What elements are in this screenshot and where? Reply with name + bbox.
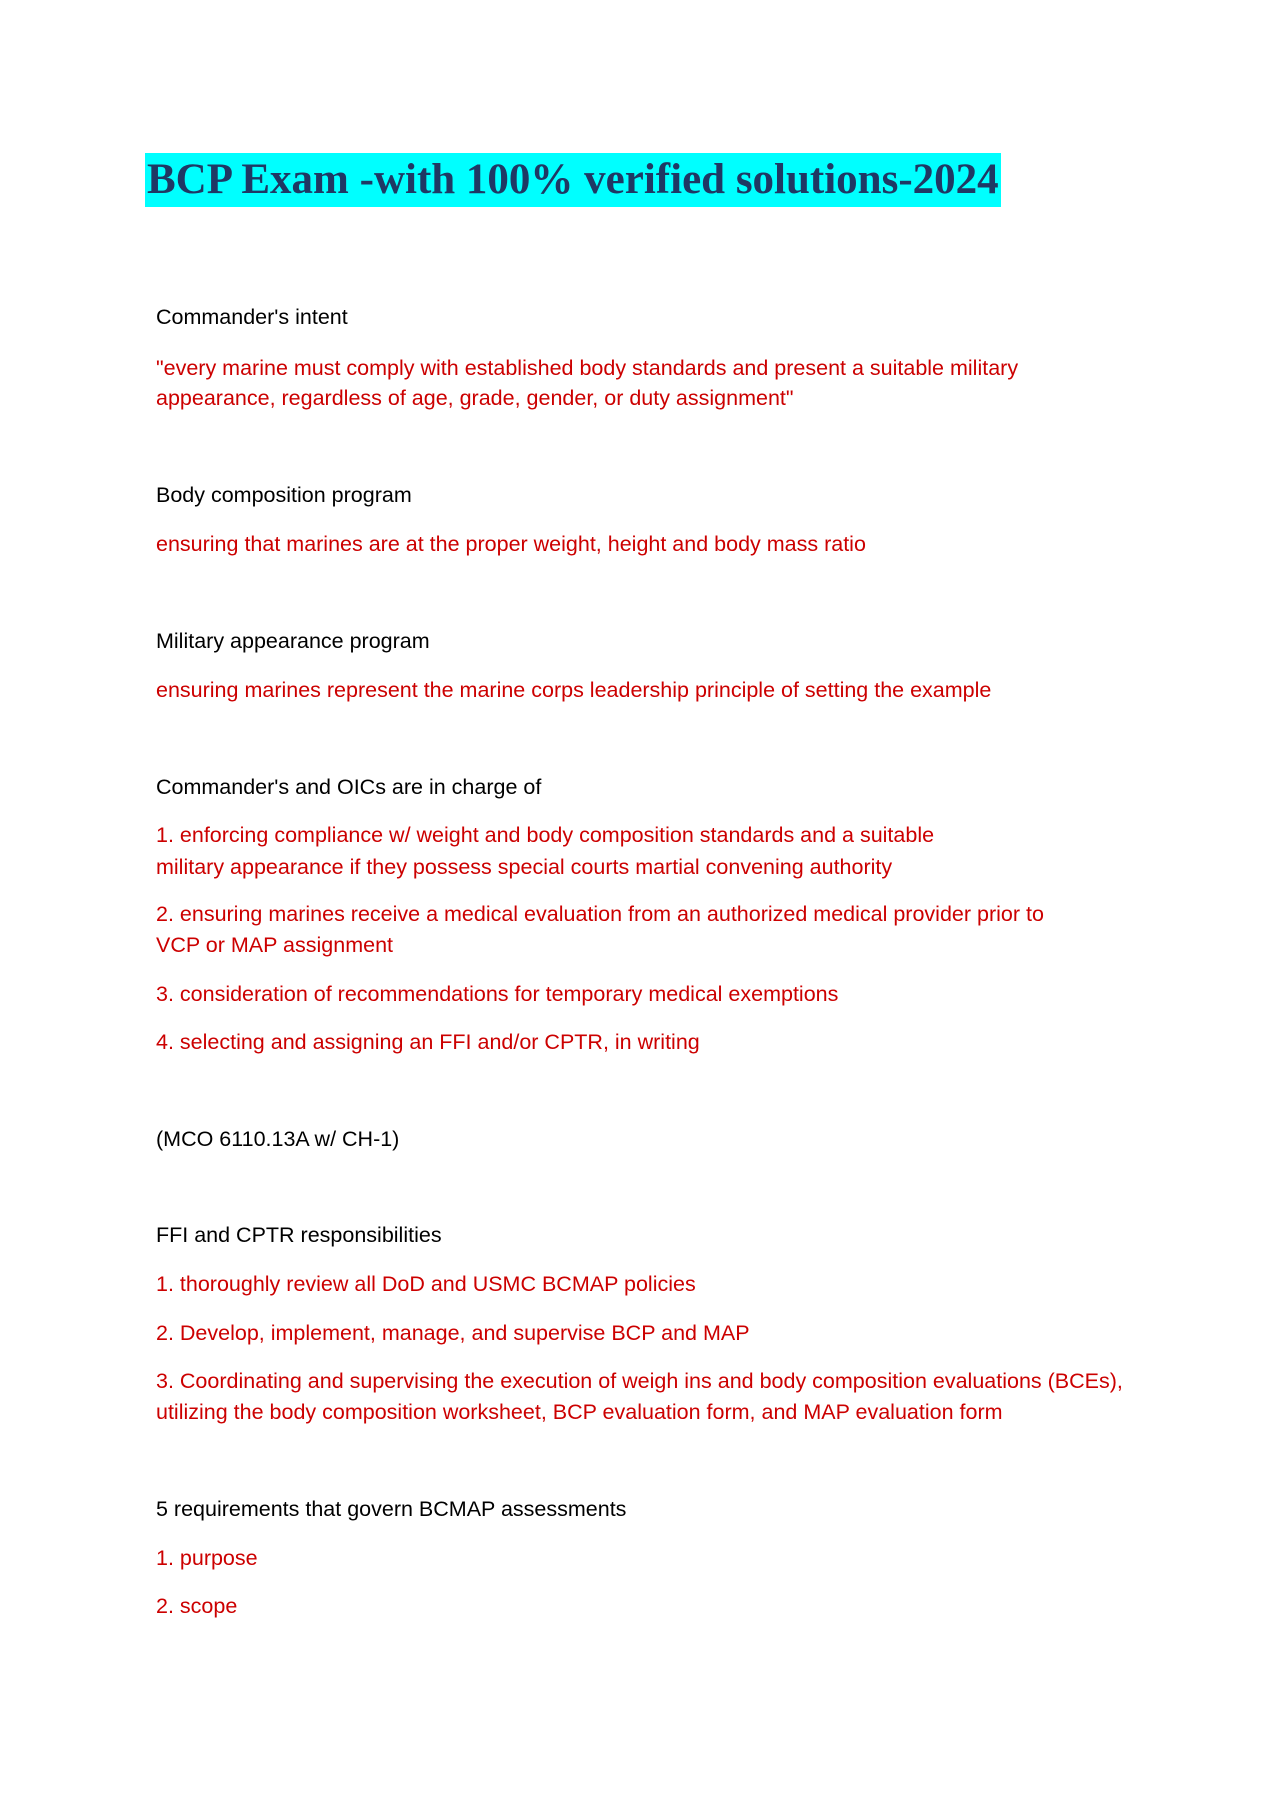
answer-line: 3. consideration of recommendations for temporary medical exemptions xyxy=(156,982,839,1006)
document-title: BCP Exam -with 100% verified solutions-2024 xyxy=(145,153,1001,207)
answer-line: 2. scope xyxy=(156,1594,238,1618)
answer-line: 3. Coordinating and supervising the execution of weigh ins and body composition evaluations (BCEs), xyxy=(156,1369,1123,1393)
answer-line: 2. ensuring marines receive a medical evaluation from an authorized medical provider prior to xyxy=(156,902,1044,926)
answer-line: ensuring that marines are at the proper weight, height and body mass ratio xyxy=(156,532,866,556)
question-ffi-cptr-responsibilities: FFI and CPTR responsibilities xyxy=(156,1223,442,1247)
question-bcmap-requirements: 5 requirements that govern BCMAP assessments xyxy=(156,1497,627,1521)
question-commanders-oics: Commander's and OICs are in charge of xyxy=(156,775,542,799)
answer-line: ensuring marines represent the marine corps leadership principle of setting the example xyxy=(156,678,992,702)
answer-line: 1. purpose xyxy=(156,1546,258,1570)
answer-line: 1. enforcing compliance w/ weight and body composition standards and a suitable xyxy=(156,823,935,847)
answer-line: 2. Develop, implement, manage, and supervise BCP and MAP xyxy=(156,1321,750,1345)
answer-line: "every marine must comply with established body standards and present a suitable military xyxy=(156,356,1019,380)
question-body-composition-program: Body composition program xyxy=(156,483,412,507)
answer-line: appearance, regardless of age, grade, gender, or duty assignment" xyxy=(156,386,794,410)
answer-line: military appearance if they possess special courts martial convening authority xyxy=(156,855,893,879)
answer-line: 4. selecting and assigning an FFI and/or CPTR, in writing xyxy=(156,1030,700,1054)
question-military-appearance-program: Military appearance program xyxy=(156,629,430,653)
question-commanders-intent: Commander's intent xyxy=(156,305,348,329)
answer-line: utilizing the body composition worksheet, BCP evaluation form, and MAP evaluation form xyxy=(156,1400,1003,1424)
reference-mco: (MCO 6110.13A w/ CH-1) xyxy=(156,1127,400,1151)
answer-line: VCP or MAP assignment xyxy=(156,933,394,957)
answer-line: 1. thoroughly review all DoD and USMC BCMAP policies xyxy=(156,1272,696,1296)
